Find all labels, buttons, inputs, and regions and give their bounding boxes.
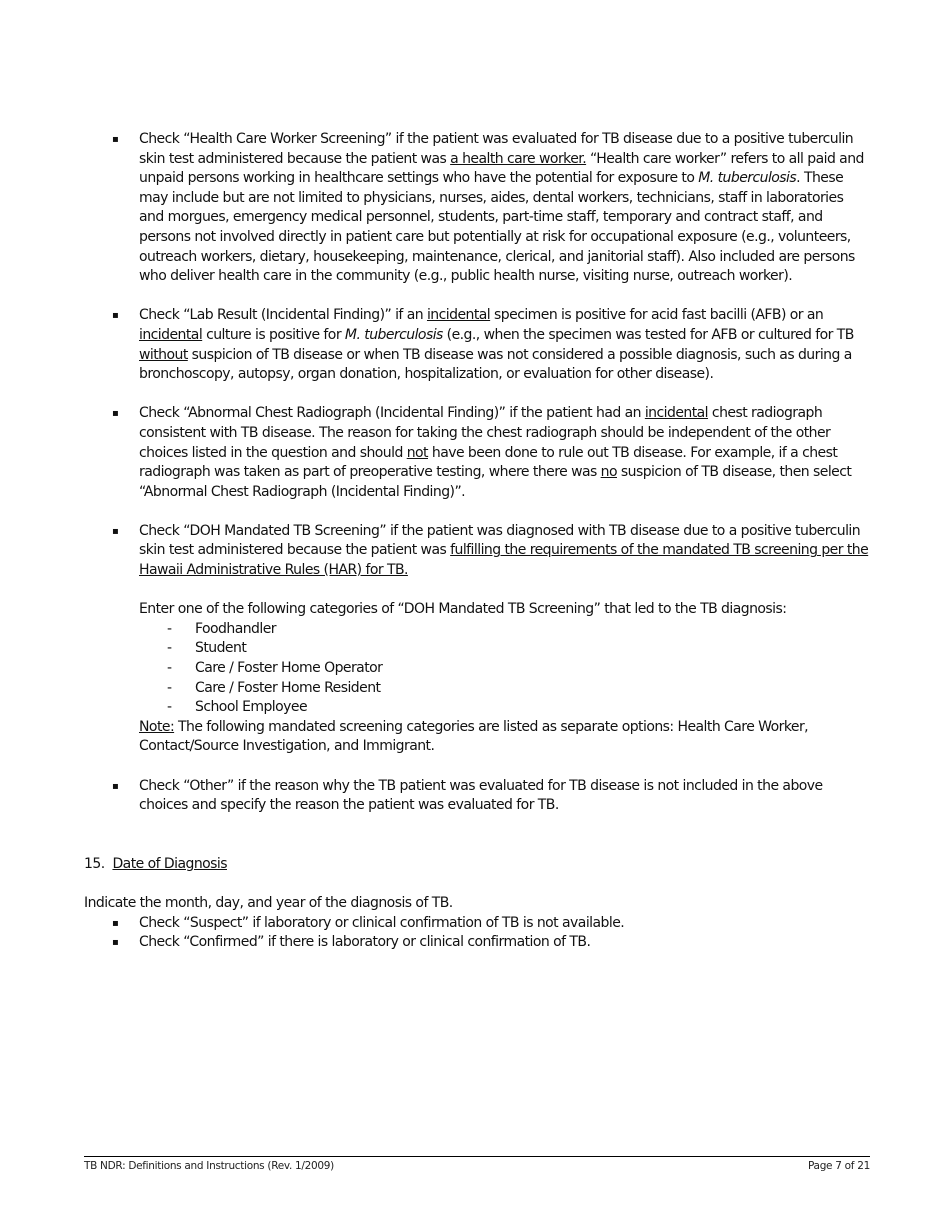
section-number: 15.	[84, 855, 105, 872]
footer-document-title: TB NDR: Definitions and Instructions (Rev. 1/2009)	[84, 1160, 334, 1172]
list-item: - Care / Foster Home Operator	[167, 660, 383, 677]
doh-note: Note: The following mandated screening categories are listed as separate options: Health Care Worker, Contact/Source Investigation, and Immigrant.	[139, 718, 809, 755]
list-item: - School Employee	[167, 699, 308, 716]
doh-category-list	[84, 620, 870, 718]
bullet-marker: ▪	[112, 780, 119, 792]
bullet-marker: ▪	[112, 134, 119, 145]
footer-page-number: Page 7 of 21	[808, 1160, 870, 1172]
confirmed-item: ▪ Check “Confirmed” if there is laboratory or clinical confirmation of TB.	[84, 933, 870, 953]
bullet-marker: ▪	[112, 937, 119, 949]
bullet-marker: ▪	[112, 408, 119, 420]
bullet-marker: ▪	[112, 525, 119, 537]
suspect-item: ▪ Check “Suspect” if laboratory or clinical confirmation of TB is not available.	[84, 914, 870, 934]
chest-radiograph-item: ▪ Check “Abnormal Chest Radiograph (Incidental Finding)” if the patient had an incidental chest radiograph consistent with TB disease. The reason for taking the chest radiograph should be independent of the other choices listed in the question and should not have been done to rule out TB disease. For example, if a chest radiograph was taken as part of preoperative testing, where there was no suspicion of TB disease, then select “Abnormal Chest Radiograph (Incidental Finding)”.	[112, 405, 852, 500]
page-footer	[84, 1156, 870, 1172]
list-item: - Student	[167, 640, 247, 657]
bullet-marker: ▪	[112, 917, 119, 929]
other-item: ▪ Check “Other” if the reason why the TB patient was evaluated for TB disease is not included in the above choices and specify the reason the patient was evaluated for TB.	[112, 777, 823, 814]
bullet-marker: ▪	[112, 310, 119, 322]
list-item: - Foodhandler	[167, 620, 276, 637]
hcw-screening-item: ▪ Check “Health Care Worker Screening” if the patient was evaluated for TB disease due to a positive tuberculin skin test administered because the patient was a health care worker. “Health care worker” refers to all paid and unpaid persons working in healthcare settings who have the potential for exposure to M. tuberculosis. These may include but are not limited to physicians, nurses, aides, dental workers, technicians, staff in laboratories and morgues, emergency medical personnel, students, part-time staff, temporary and contract staff, and persons not involved directly in patient care but potentially at risk for occupational exposure (e.g., volunteers, outreach workers, dietary, housekeeping, maintenance, clerical, and janitorial staff). Also included are persons who deliver health care in the community (e.g., public health nurse, visiting nurse, outreach worker).	[112, 131, 864, 285]
section-heading-date-of-diagnosis	[84, 855, 870, 875]
list-item: - Care / Foster Home Resident	[167, 679, 381, 696]
doh-category-intro: Enter one of the following categories of “DOH Mandated TB Screening” that led to the TB diagnosis:	[139, 601, 787, 618]
diagnosis-intro: Indicate the month, day, and year of the diagnosis of TB.	[84, 894, 453, 911]
section-title: Date of Diagnosis	[112, 855, 227, 872]
document-body	[84, 130, 870, 953]
doh-screening-item: ▪ Check “DOH Mandated TB Screening” if the patient was diagnosed with TB disease due to a positive tuberculin skin test administered because the patient was fulfilling the requirements of the mandated TB screening per the Hawaii Administrative Rules (HAR) for TB.	[112, 522, 869, 579]
lab-result-item: ▪ Check “Lab Result (Incidental Finding)” if an incidental specimen is positive for acid fast bacilli (AFB) or an incidental culture is positive for M. tuberculosis (e.g., when the specimen was tested for AFB or cultured for TB without suspicion of TB disease or when TB disease was not considered a possible diagnosis, such as during a bronchoscopy, autopsy, organ donation, hospitalization, or evaluation for other disease).	[112, 307, 854, 383]
